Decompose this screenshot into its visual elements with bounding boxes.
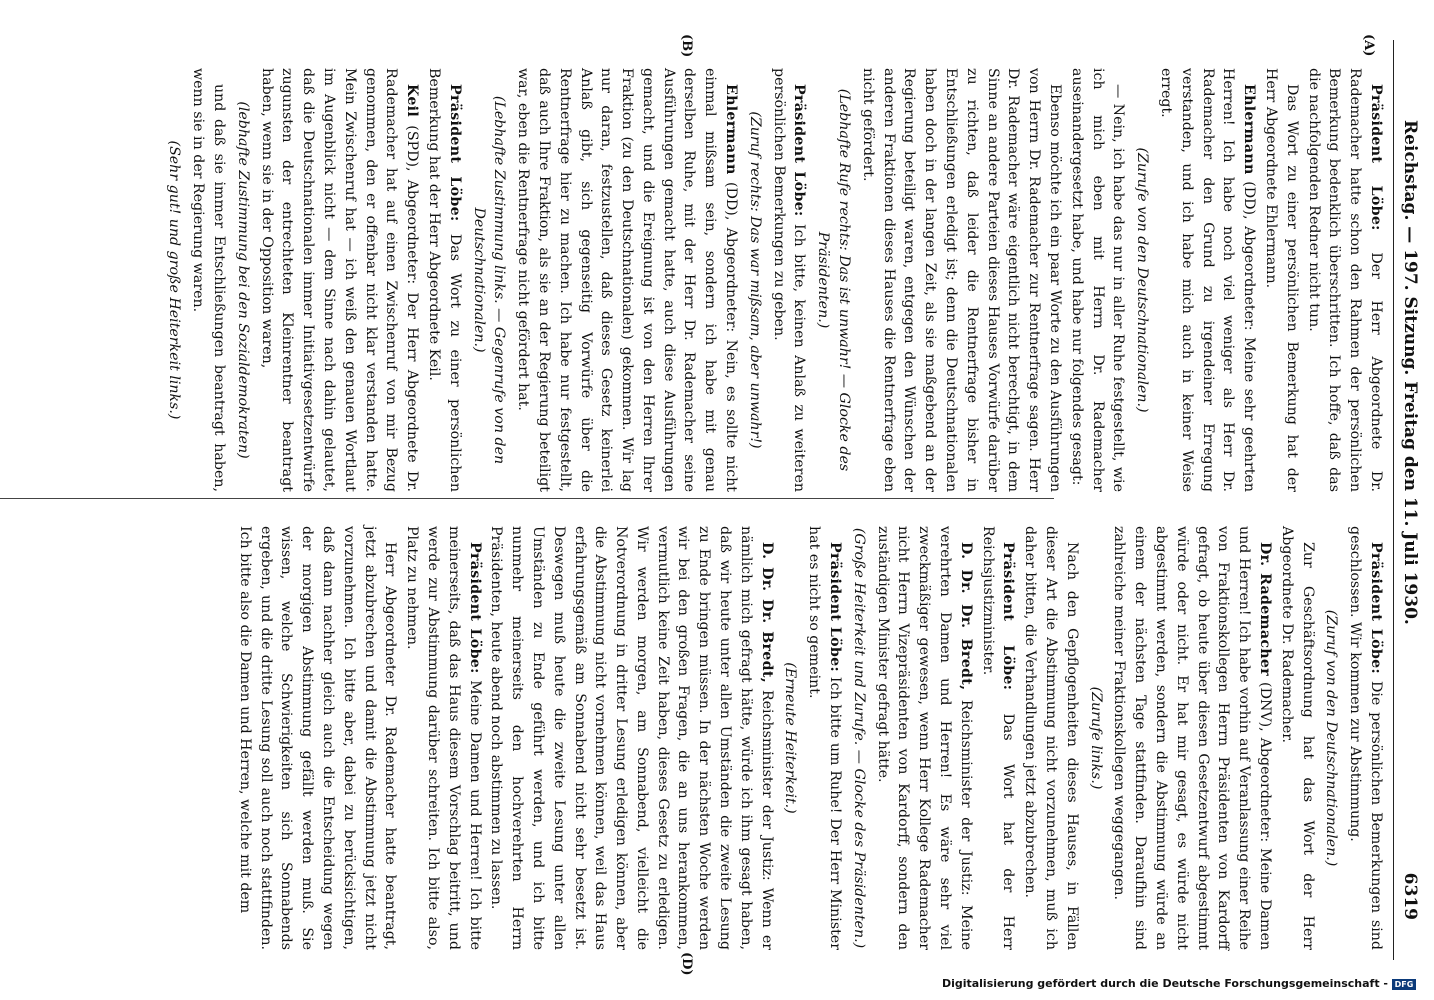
paragraph [1303,68,1386,492]
paragraph [423,68,465,492]
interjection: (Lebhafte Zustimmung links. — Gegenrufe von den Deutschnationalen.) [470,95,508,465]
paragraph [1155,68,1259,492]
running-header [1396,40,1420,960]
column-divider [0,498,1054,499]
interjection: (Zurufe links.) [1087,686,1104,790]
interjection: (lebhafte Zustimmung bei den Sozialdemokraten) [234,101,251,459]
speaker-name: Präsident Löbe: [466,542,483,674]
paragraph-text: Ebenso möchte ich ein paar Worte zu den Ausführungen von Herrn Dr. Rademacher zur Rentnerfrage sagen. Herr Dr. Rademacher wäre eigentlich nicht berechtigt, in dem Sinne an andere Parteien dieses Hauses Vorwürfe darüber zu richten, daß leider die Rentnerfrage bisher in Entschließungen erledigt ist; denn die Deutschnationalen haben doch in der langen Zeit, als sie maßgebend an der Regierung beteiligt waren, entgegen den Wünschen der anderen Fraktionen dieses Hauses die Rentnerfrage eben nicht gefördert. [859,68,1064,492]
margin-mark-b: (B) [679,34,694,58]
paragraph-text: — Nein, ich habe das nur in aller Ruhe festgestellt, wie ich mich eben mit Herrn Dr. Rademacher auseinandergesetzt habe, und habe nur folgendes gesagt: [1068,68,1127,492]
interjection: (Zuruf von den Deutschnationalen.) [1323,609,1340,867]
paragraph [1344,526,1386,950]
paragraph-text: Nach den Gepflogenheiten dieses Hauses, in Fällen dieser Art die Abstimmung nicht vorzunehmen, muß ich daher bitten, die Verhandlungen jetzt abzubrechen. [1022,526,1080,950]
left-column [161,68,1386,492]
paragraph-text: Meine Damen und Herren! Ich bitte meinerseits, daß das Haus diesem Vorschlag beitritt, und werde zur Abstimmung darüber schreiten. Ich bitte also, Platz zu nehmen. [404,526,483,951]
page-number: 6319 [1400,872,1420,920]
paragraph [1019,526,1081,950]
speaker-name: D. Dr. Dr. Bredt, [957,542,974,691]
footer-text: Digitalisierung gefördert durch die Deutsche Forschungsgemeinschaft - [941,977,1388,990]
speaker-name: Ehlermann [1241,84,1258,175]
paragraph-text: (SPD), Abgeordneter: Der Herr Abgeordnete Dr. Rademacher hat auf einen Zwischenruf von mir Bezug genommen, den er offenbar nicht klar verstanden hatte. Mein Zwischenruf hat — ich weiß den genauen Wortlaut im Augenblick nicht — dem Sinne nach dahin gelautet, daß die Deutschnationalen immer Initiativgesetzentwürfe zugunsten der entrechteten Kleinrentner beantragt haben, wenn sie in der Opposition waren, [258,68,421,492]
speaker-name: Ehlermann [723,84,740,175]
margin-mark-a: (A) [1361,34,1376,57]
speaker-name: Keil [404,84,421,118]
paragraph [1260,68,1302,492]
paragraph-text: Reichsminister der Justiz: Meine verehrten Damen und Herren! Es wäre sehr viel zweckmäßiger gewesen, wenn Herr Kollege Rademacher nicht Herrn Vizepräsidenten von Kardorff, sondern den zuständigen Minister gefragt hätte. [874,526,974,950]
paragraph-text: (DD), Abgeordneter: Meine sehr geehrten Herren! Ich habe noch viel weniger als Herr Dr. Rademacher den Grund zu irgendeiner Erregung verstanden, und ich habe mich auch in keiner Weise erregt. [1158,68,1258,492]
right-column [233,526,1386,950]
paragraph-text: Das Wort hat der Herr Reichsjustizminister. [979,526,1017,951]
speaker-name: Dr. Rademacher [1257,542,1274,676]
paragraph [857,68,1065,492]
speaker-name: Präsident Löbe: [827,542,844,672]
paragraph [1066,68,1128,492]
speaker-name: Präsident Löbe: [446,84,463,222]
speaker-name: D. Dr. Dr. Bredt, [758,542,775,683]
paragraph-text: (DNV), Abgeordneter: Meine Damen und Herren! Ich habe vorhin auf Veranlassung einer Reihe von Fraktionskollegen Herrn Präsidenten von Kardorff gefragt, ob heute über diesen Gesetzentwurf abgestimmt würde oder nicht. Er hat mir gesagt, es würde nicht abgestimmt werden, sondern die Abstimmung würde an einem der nächsten Tage stattfinden. Daraufhin sind zahlreiche meiner Fraktionskollegen weggegangen. [1111,526,1274,950]
paragraph-text: Das Wort zu einer persönlichen Bemerkung hat der Herr Abgeordnete Ehlermann. [1263,68,1300,492]
speaker-name: Präsident Löbe: [1368,84,1384,231]
speaker-name: Präsident Löbe: [791,84,808,217]
paragraph-text: Reichsminister der Justiz: Wenn er nämlich mich gefragt hätte, würde ich ihm gesagt haben, daß wir heute unter allen Umständen die zweite Lesung zu Ende bringen müssen. In der nächsten Woche werden wir bei den großen Fragen, die an uns herankommen, vermutlich keine Zeit haben, dieses Gesetz zu erledigen. Wir werden morgen, am Sonnabend, vielleicht die Notverordnung in dritter Lesung erledigen können, aber die Abstimmung nicht vornehmen können, weil das Haus erfahrungsgemäß am Sonnabend nicht sehr besetzt ist. Deswegen muß heute die zweite Lesung unter allen Umständen zu Ende geführt werden, und ich bitte nunmehr meinerseits den hochverehrten Herrn Präsidenten, heute abend noch abstimmen zu lassen. [488,526,775,951]
paragraph [234,526,400,950]
paragraph [768,68,810,492]
margin-mark-d: (D) [679,952,694,976]
paragraph-text: Der Herr Abgeordnete Dr. Rademacher hatte schon den Rahmen der persönlichen Bemerkung bedenklich überschritten. Ich hoffe, daß das die nachfolgenden Redner nicht tun. [1305,68,1384,493]
paragraph [401,526,484,950]
header-rule [1393,40,1394,960]
paragraph [977,526,1019,950]
interjection: (Große Heiterkeit und Zurufe. — Glocke des Präsidenten.) [850,527,867,949]
interjection: (Erneute Heiterkeit.) [782,662,799,814]
paragraph [1109,526,1275,950]
paragraph-text: Das Wort zu einer persönlichen Bemerkung hat der Herr Abgeordnete Keil. [425,68,463,493]
paragraph [803,526,845,950]
paragraph-text: Ich bitte, keinen Anlaß zu weiteren persönlichen Bemerkungen zu geben. [770,68,808,492]
interjection: (Lebhafte Rufe rechts: Das ist unwahr! — Glocke des Präsidenten.) [815,88,853,472]
paragraph-text: Zur Geschäftsordnung hat das Wort der Herr Abgeordnete Dr. Rademacher. [1278,526,1316,950]
speaker-name: Präsident Löbe: [1000,542,1017,691]
paragraph [256,68,422,492]
header-title: Reichstag. — 197. Sitzung. Freitag den 11. Juli 1930. [1400,120,1420,625]
paragraph-text: Die persönlichen Bemerkungen sind geschlossen. Wir kommen zur Abstimmung. [1347,526,1384,951]
speaker-name: Präsident Löbe: [1368,542,1384,675]
paragraph [187,68,229,492]
paragraph [872,526,976,950]
paragraph [486,526,777,950]
paragraph-text: Ich bitte um Ruhe! Der Herr Minister hat es nicht so gemeint. [806,526,844,950]
paragraph-text: Herr Abgeordneter Dr. Rademacher hatte beantragt, jetzt abzubrechen und damit die Abstimmung jetzt nicht vorzunehmen. Ich bitte aber, dabei zu berücksichtigen, daß dann nachher gleich auch die Entscheidung wegen der morgigen Abstimmung gefällt werden muß. Sie wissen, welche Schwierigkeiten sich Sonnabends ergeben, und die dritte Lesung soll auch noch stattfinden. Ich bitte also die Damen und Herren, welche mit dem [236,526,399,950]
paragraph-text: und daß sie immer Entschließungen beantragt haben, wenn sie in der Regierung waren. [190,68,227,492]
interjection: (Zuruf rechts: Das war mißsam, aber unwahr!) [746,111,763,449]
interjection: (Sehr gut! und große Heiterkeit links.) [166,140,183,420]
interjection: (Zurufe von den Deutschnationalen.) [1134,147,1151,413]
footer-credit [0,968,1434,1000]
paragraph [512,68,741,492]
paragraph-text: (DD), Abgeordneter: Nein, es sollte nicht einmal mißsam sein, sondern ich habe mit genau derselben Ruhe, mit der Herr Dr. Rademacher seine Ausführungen gemacht hatte, auch diese Ausführungen gemacht, und die Ereignung ist von den Herren Ihrer Fraktion (zu den Deutschnationalen) gekommen. Wir lag nur daran, festzustellen, daß dieses Gesetz keinerlei Anlaß gibt, sich gegenseitig Vorwürfe über die Rentnerfrage hier zu machen. Ich habe nur festgestellt, daß auch Ihre Fraktion, als sie an der Regierung beteiligt war, eben die Rentnerfrage nicht gefördert hat. [515,68,740,492]
paragraph [1276,526,1318,950]
dfg-logo: DFG [1392,979,1416,990]
